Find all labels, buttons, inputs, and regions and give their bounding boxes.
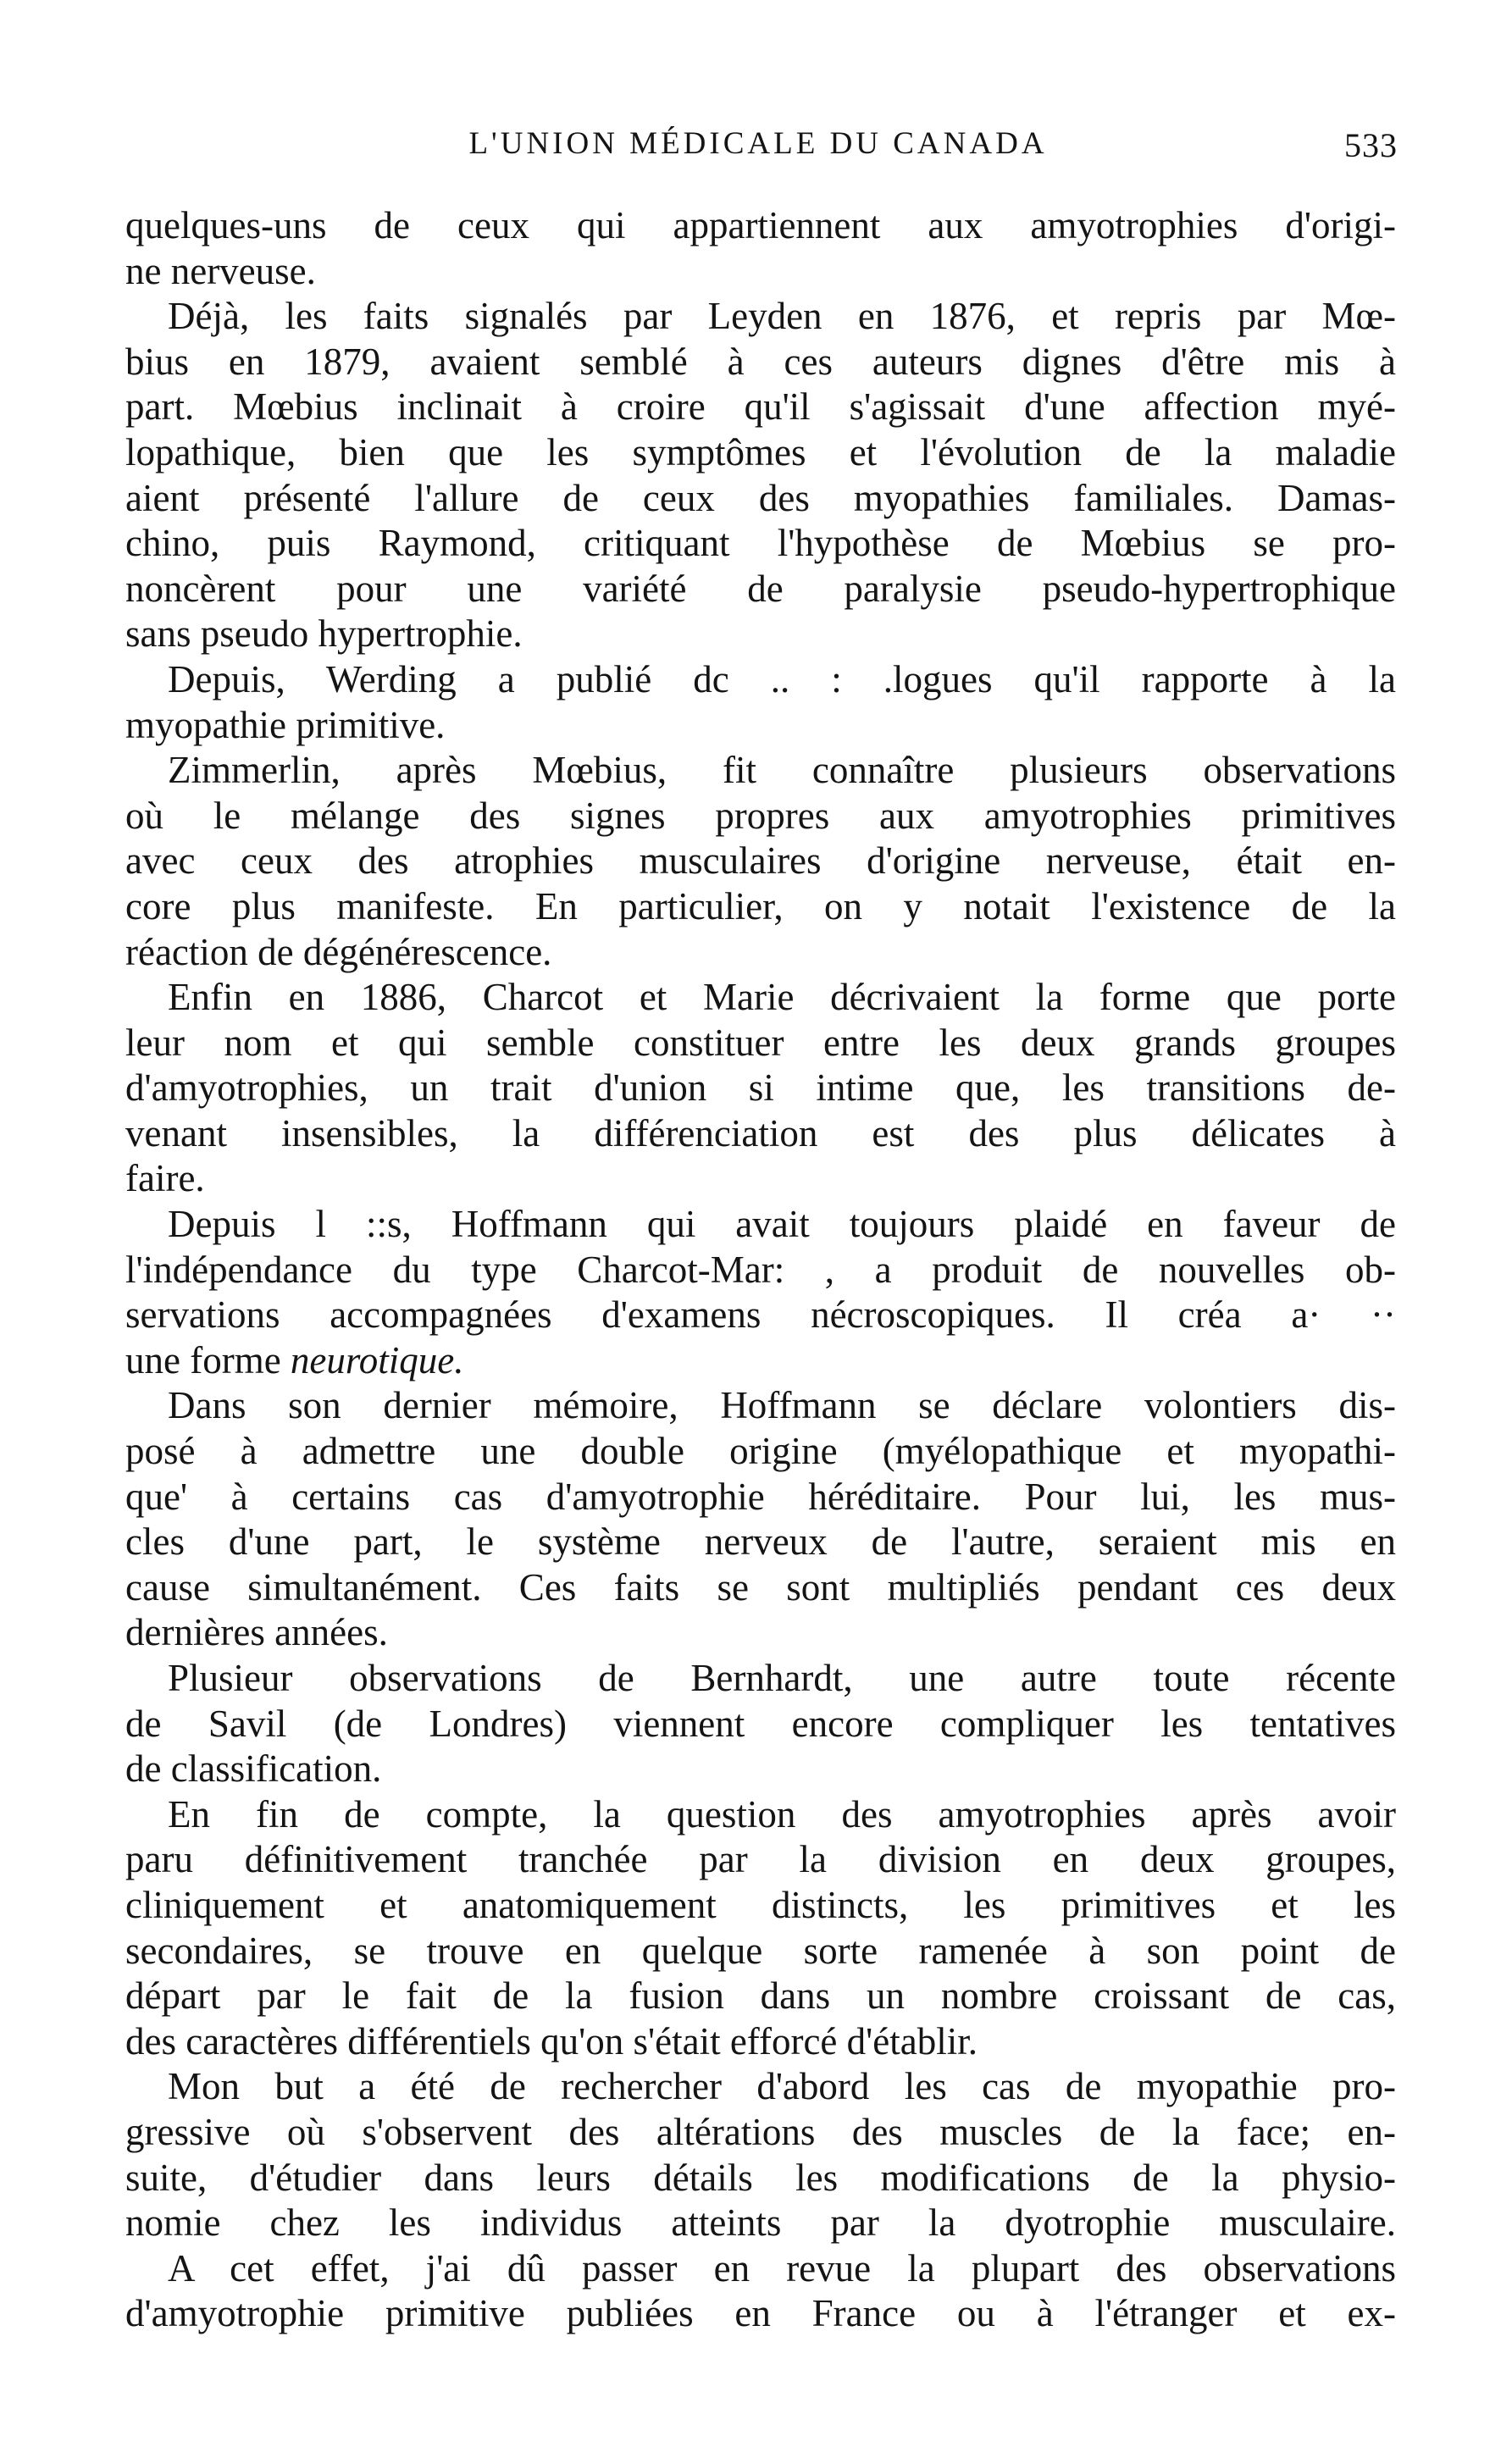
text-line: suite, d'étudier dans leurs détails les modifications de la physio- [125, 2156, 1396, 2199]
text-line: Enfin en 1886, Charcot et Marie décrivaient la forme que porte [168, 976, 1396, 1019]
text-line: gressive où s'observent des altérations des muscles de la face; en- [125, 2110, 1396, 2153]
text-line: réaction de dégénérescence. [125, 930, 552, 973]
text-line: que' à certains cas d'amyotrophie héréditaire. Pour lui, les mus- [125, 1475, 1396, 1518]
text-line [125, 1338, 1396, 1384]
text-line: avec ceux des atrophies musculaires d'origine nerveuse, était en- [125, 839, 1396, 883]
text-line: faire. [125, 1157, 205, 1200]
text-line-roman: une forme [125, 1338, 291, 1382]
text-line: quelques-uns de ceux qui appartiennent aux amyotrophies d'origi- [125, 204, 1396, 246]
text-line: Déjà, les faits signalés par Leyden en 1876, et repris par Mœ- [168, 295, 1396, 338]
text-line: cles d'une part, le système nerveux de l'autre, seraient mis en [125, 1520, 1396, 1564]
text-line: aient présenté l'allure de ceux des myopathies familiales. Damas- [125, 476, 1396, 519]
text-line: l'indépendance du type Charcot-Mar: , a produit de nouvelles ob- [125, 1248, 1396, 1291]
text-line: sans pseudo hypertrophie. [125, 612, 523, 656]
text-line: part. Mœbius inclinait à croire qu'il s'agissait d'une affection myé- [125, 385, 1396, 429]
text-line: Zimmerlin, après Mœbius, fit connaître plusieurs observations [168, 749, 1396, 792]
text-line: leur nom et qui semble constituer entre les deux grands groupes [125, 1021, 1396, 1064]
text-line: Plusieur observations de Bernhardt, une autre toute récente [168, 1657, 1396, 1699]
text-line-italic: neurotique. [290, 1338, 464, 1382]
text-line: cause simultanément. Ces faits se sont multipliés pendant ces deux [125, 1565, 1396, 1609]
text-line: core plus manifeste. En particulier, on y notait l'existence de la [125, 884, 1396, 927]
text-line: d'amyotrophie primitive publiées en France ou à l'étranger et ex- [125, 2292, 1396, 2335]
text-line: lopathique, bien que les symptômes et l'évolution de la maladie [125, 430, 1396, 473]
text-line: de Savil (de Londres) viennent encore compliquer les tentatives [125, 1702, 1396, 1745]
text-line: cliniquement et anatomiquement distincts, les primitives et les [125, 1883, 1396, 1926]
text-line: noncèrent pour une variété de paralysie pseudo-hypertrophique [125, 567, 1396, 610]
text-line: bius en 1879, avaient semblé à ces auteurs dignes d'être mis à [125, 340, 1396, 383]
text-line: Dans son dernier mémoire, Hoffmann se déclare volontiers dis- [168, 1384, 1396, 1427]
text-line: paru définitivement tranchée par la division en deux groupes, [125, 1838, 1396, 1881]
journal-title: L'UNION MÉDICALE DU CANADA [468, 126, 1048, 161]
text-line: d'amyotrophies, un trait d'union si intime que, les transitions de- [125, 1066, 1396, 1110]
text-line: servations accompagnées d'examens nécroscopiques. Il créa a· ·· [125, 1293, 1396, 1337]
page-number: 533 [1344, 126, 1398, 164]
text-line: Depuis, Werding a publié dc .. : .logues qu'il rapporte à la [168, 657, 1396, 700]
text-line: posé à admettre une double origine (myélopathique et myopathi- [125, 1430, 1396, 1473]
text-line: ne nerveuse. [125, 249, 316, 292]
text-line: départ par le fait de la fusion dans un nombre croissant de cas, [125, 1974, 1396, 2018]
text-line: myopathie primitive. [125, 703, 446, 746]
text-line: dernières années. [125, 1611, 388, 1654]
text-line: nomie chez les individus atteints par la dyotrophie musculaire. [125, 2201, 1396, 2245]
text-line: où le mélange des signes propres aux amyotrophies primitives [125, 794, 1396, 837]
text-line: des caractères différentiels qu'on s'était efforcé d'établir. [125, 2019, 978, 2063]
text-line: chino, puis Raymond, critiquant l'hypothèse de Mœbius se pro- [125, 522, 1396, 565]
body-text [125, 203, 1396, 2337]
text-line: de classification. [125, 1747, 382, 1791]
text-line: En fin de compte, la question des amyotrophies après avoir [168, 1792, 1396, 1836]
text-line: venant insensibles, la différenciation est des plus délicates à [125, 1111, 1396, 1154]
text-line: secondaires, se trouve en quelque sorte ramenée à son point de [125, 1929, 1396, 1972]
running-header [119, 125, 1398, 176]
text-line: Depuis l ::s, Hoffmann qui avait toujours plaidé en faveur de [168, 1203, 1396, 1246]
text-line: Mon but a été de rechercher d'abord les cas de myopathie pro- [168, 2065, 1396, 2108]
text-line: A cet effet, j'ai dû passer en revue la plupart des observations [168, 2246, 1396, 2290]
